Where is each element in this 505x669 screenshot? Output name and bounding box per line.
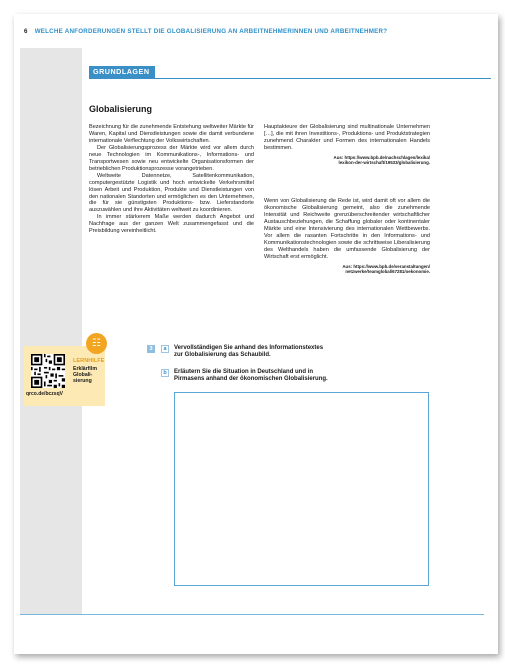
page-header xyxy=(24,28,387,35)
source-line: Aus: https://www.bpb.de/nachschlagen/lexika/ xyxy=(333,154,430,160)
film-icon: ☷ xyxy=(86,333,107,354)
task-number: 3 xyxy=(147,345,155,353)
task-line: Vervollständigen Sie anhand des Informationstextes xyxy=(174,345,324,351)
paragraph: Der Globalisierungsprozess der Märkte wird vor allem durch neue Technologien im Kommunikations-, Informations- und Transportwesen sowie neu entwickelte Organisationsformen der betrieblichen Produktionsprozesse vorangetrieben. xyxy=(89,144,254,172)
page-number: 6 xyxy=(24,28,28,35)
source-line: lexikon-der-wirtschaft/19533/globalisierung. xyxy=(338,160,430,166)
paragraph: Weltweite Datennetze, Satellitenkommunikation, computergestützte Logistik und hoch entwickelte Verkehrsmittel lösen Arbeit und Produktion, Produkte und Dienstleistungen von den nationalen Standorten und ermöglichen es den Unternehmen, die für sie günstigsten Produktions- bzw. Lieferstandorte auszuwählen und ihre Aktivitäten weltweit zu koordinieren. xyxy=(89,172,254,214)
description-line: Erklärfilm xyxy=(73,366,97,372)
bottom-rule xyxy=(20,614,484,615)
info-text-right-column-top xyxy=(264,124,430,166)
paragraph: Bezeichnung für die zunehmende Entstehung weltweiter Märkte für Waren, Kapital und Dienstleistungen sowie die damit verbundene internationale Verflechtung der Volkswirtschaften. xyxy=(89,124,254,144)
chapter-title: WELCHE ANFORDERUNGEN STELLT DIE GLOBALISIERUNG AN ARBEITNEHMERINNEN UND ARBEITNEHMER? xyxy=(34,28,388,35)
source-line: netzwerke/teamglobal/67281/oekonomie. xyxy=(345,268,430,274)
description-line: Globali- xyxy=(73,372,93,379)
task-part-a-text xyxy=(174,345,323,360)
task-line: Erläutern Sie die Situation in Deutschland und in xyxy=(174,369,314,375)
qr-url[interactable]: qrco.de/bczsqV xyxy=(26,391,63,397)
task-line: Pirmasens anhand der ökonomischen Globalisierung. xyxy=(174,376,328,383)
paragraph: Hauptakteure der Globalisierung sind multinationale Unternehmen […], die mit ihren Investitions-, Produktions- und Produktstrategien zunehmend Charakter und Formen des internationalen Handels bestimmen. xyxy=(264,124,430,151)
info-text-right-column-bottom xyxy=(264,198,430,274)
task-part-a-letter: a xyxy=(161,345,169,353)
lernhilfe-description xyxy=(73,366,97,385)
task-part-b-letter: b xyxy=(161,369,169,377)
source-citation xyxy=(264,264,430,275)
task-part-b-text xyxy=(174,369,328,384)
qr-code[interactable] xyxy=(31,354,65,388)
left-margin-band xyxy=(20,48,82,615)
answer-box[interactable] xyxy=(174,392,429,586)
info-text-left-column xyxy=(89,124,254,235)
task-line: zur Globalisierung das Schaubild. xyxy=(174,352,271,359)
paragraph: In immer stärkerem Maße werden dadurch Angebot und Nachfrage aus der ganzen Welt zusammengefasst und die Preisbildung vereinheitlicht. xyxy=(89,214,254,235)
info-text-title: Globalisierung xyxy=(89,104,153,114)
section-divider xyxy=(89,78,491,79)
source-line: Aus: https://www.bpb.de/veranstaltungen/ xyxy=(342,263,430,269)
description-line: sierung xyxy=(73,378,92,385)
section-tag: GRUNDLAGEN xyxy=(89,66,155,78)
source-citation xyxy=(264,155,430,166)
lernhilfe-label: LERNHILFE xyxy=(73,358,105,364)
paragraph: Wenn von Globalisierung die Rede ist, wird damit oft vor allem die ökonomische Globalisierung gemeint, also die zunehmende Intensität und Reichweite grenzüberschreitender wirtschaftlicher Austauschbeziehungen, die Schaffung globaler oder kontinentaler Märkte und eine Intensivierung des internationalen Wettbewerbs. Vor allem die rasanten Fortschritte in den Informations- und Kommunikationstechnologien sowie die schrittweise Liberalisierung des Welthandels haben die umfassende Globalisierung der Wirtschaft erst ermöglicht. xyxy=(264,198,430,260)
